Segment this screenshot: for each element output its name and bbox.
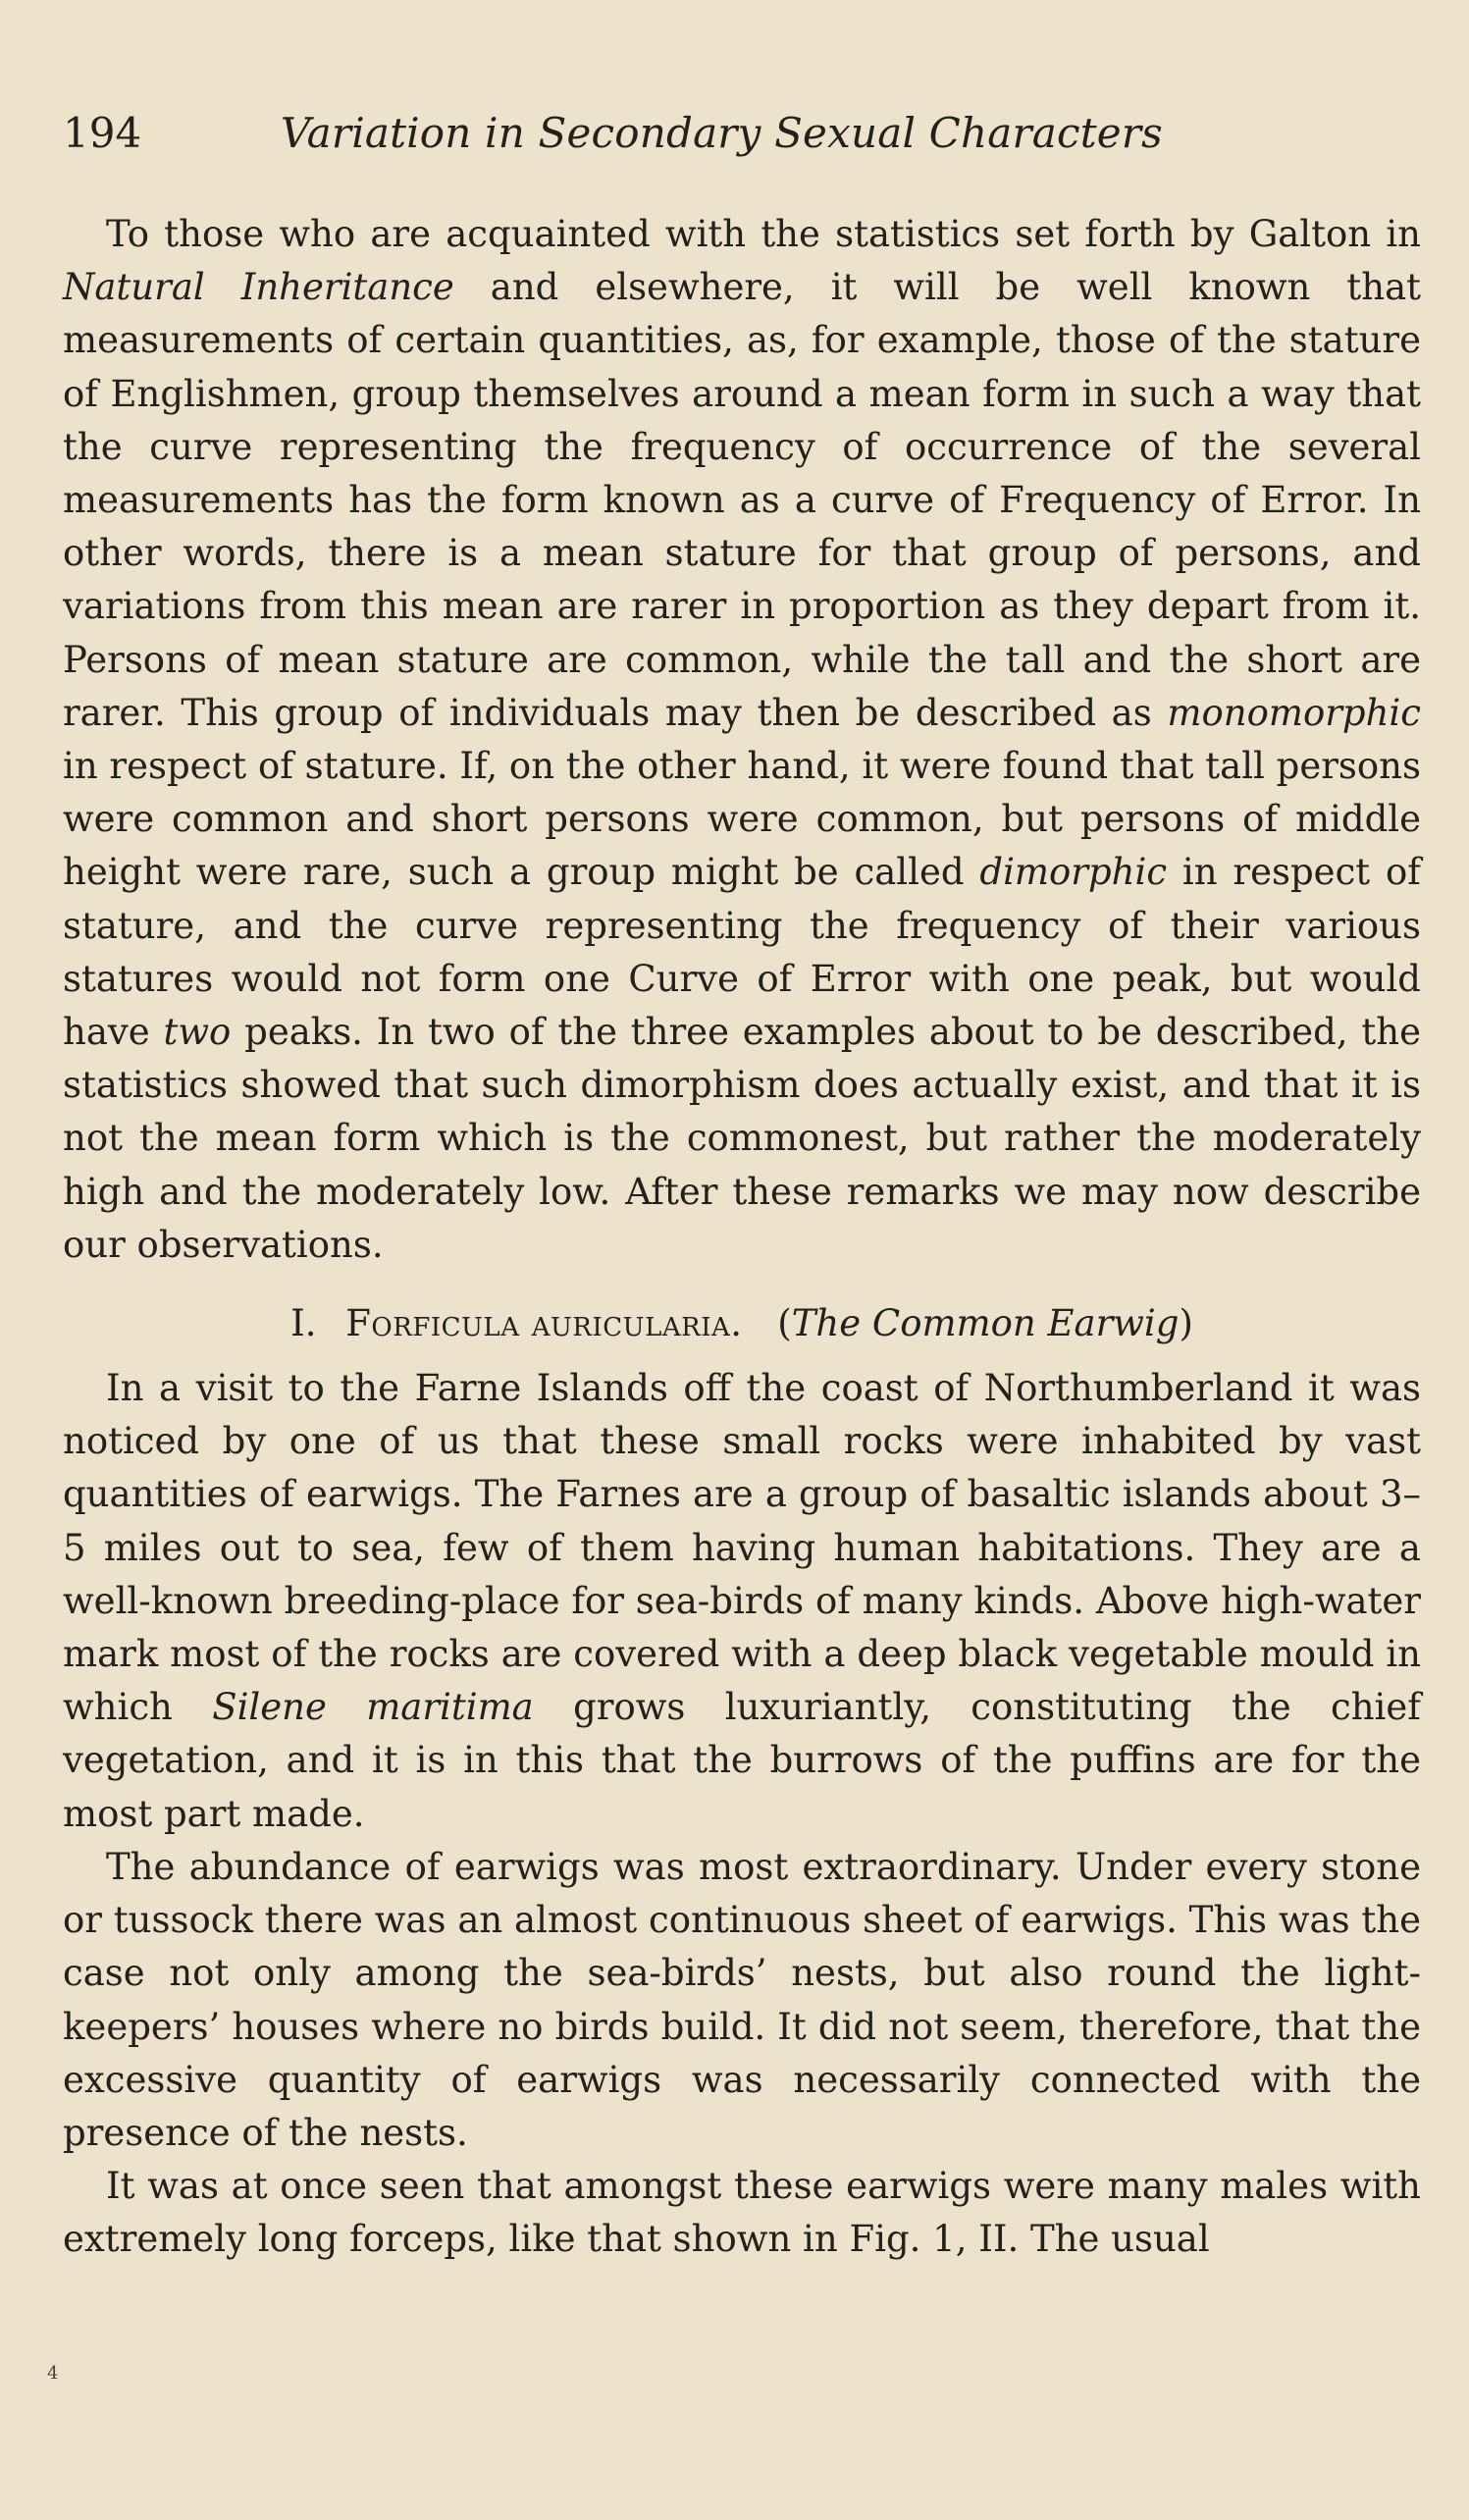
- section-heading: [63, 1297, 1421, 1350]
- running-head: [63, 94, 1421, 173]
- italic-text: dimorphic: [979, 851, 1168, 894]
- paragraph: [63, 2160, 1421, 2266]
- body-text: [63, 208, 1421, 2267]
- book-page: [63, 94, 1421, 2489]
- paragraph-text: peaks. In two of the three examples about to be described, the statistics showed that such dimorphism does actually exist, and that it is not the mean form which is the commonest, but rather the moderately high and the moderately low. After these remarks we may now describe our observations.: [63, 1011, 1421, 1266]
- paragraph-text: In a visit to the Farne Islands off the coast of Northumberland it was noticed by one of us that these small rocks were inhabited by vast quantities of earwigs. The Farnes are a group of basaltic islands about 3–5 miles out to sea, few of them having human habitations. They are a well-known breeding-place for sea-birds of many kinds. Above high-water mark most of the rocks are covered with a deep black vegetable mould in which: [63, 1367, 1421, 1729]
- italic-text: Natural Inheritance: [63, 266, 454, 309]
- section-common-name-text: The Common Earwig: [791, 1302, 1180, 1345]
- intro-paragraphs: [63, 208, 1421, 1272]
- paragraph-text: It was at once seen that amongst these earwigs were many males with extremely long forceps, like that shown in Fig. 1, II. The usual: [63, 2165, 1421, 2261]
- italic-text: monomorphic: [1167, 691, 1421, 734]
- section-common-name: (The Common Earwig): [777, 1302, 1193, 1345]
- paragraph-text: in respect of stature. If, on the other hand, it were found that tall persons were common and short persons were common, but persons of middle height were rare, such a group might be called: [63, 745, 1421, 894]
- paragraph: [63, 208, 1421, 1272]
- paragraph-text: grows luxuriantly, constituting the chief vegetation, and it is in this that the burrows of the puffins are for the most part made.: [63, 1686, 1421, 1835]
- section-species-name: Forficula auricularia.: [345, 1302, 743, 1345]
- paragraph-text: To those who are acquainted with the statistics set forth by Galton in: [106, 213, 1421, 255]
- page-number: 194: [63, 109, 142, 157]
- running-title: Variation in Secondary Sexual Characters: [281, 109, 1163, 157]
- paragraph-text: in respect of stature, and the curve representing the frequency of their various statures would not form one Curve of Error with one peak, but would have: [63, 851, 1421, 1054]
- paragraph-text: and elsewhere, it will be well known that measurements of certain quantities, as, for example, those of the stature of Englishmen, group themselves around a mean form in such a way that the curve representing the frequency of occurrence of the several measurements has the form known as a curve of Frequency of Error. In other words, there is a mean stature for that group of persons, and variations from this mean are rarer in proportion as they depart from it. Persons of mean stature are common, while the tall and the short are rarer. This group of individuals may then be described as: [63, 266, 1422, 734]
- paragraph: [63, 1362, 1421, 1841]
- paragraph-text: The abundance of earwigs was most extraordinary. Under every stone or tussock there was an almost continuous sheet of earwigs. This was the case not only among the sea-birds’ nests, but also round the light-keepers’ houses where no birds build. It did not seem, therefore, that the excessive quantity of earwigs was necessarily connected with the presence of the nests.: [63, 1845, 1421, 2154]
- italic-text: Silene maritima: [212, 1686, 534, 1729]
- section-paragraphs: [63, 1362, 1421, 2266]
- margin-mark: 4: [47, 2363, 59, 2384]
- paragraph: [63, 1841, 1421, 2160]
- section-number: I.: [290, 1302, 317, 1345]
- italic-text: two: [163, 1011, 232, 1054]
